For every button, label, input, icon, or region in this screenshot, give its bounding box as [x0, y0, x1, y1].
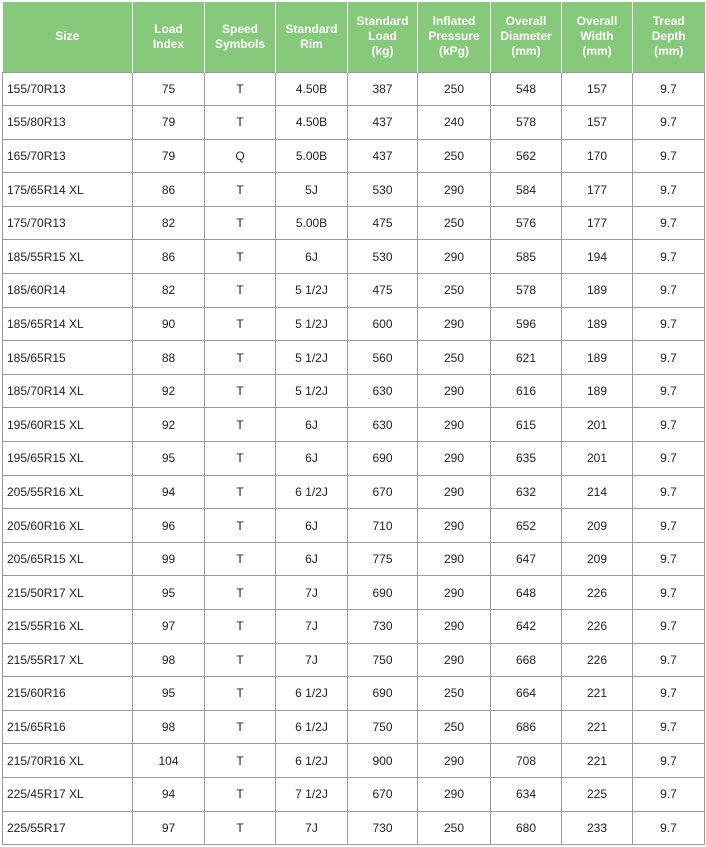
cell-standard-load: 900: [348, 744, 418, 778]
table-header: [3, 2, 705, 72]
cell-tread-depth: 9.7: [633, 72, 705, 106]
cell-overall-diameter: 652: [491, 509, 562, 543]
header-standard-rim-line: Standard: [285, 21, 338, 36]
cell-standard-rim: 6 1/2J: [276, 744, 348, 778]
header-standard-load-line: Standard: [356, 14, 409, 29]
cell-overall-diameter: 708: [491, 744, 562, 778]
table-row: [3, 643, 705, 677]
cell-standard-load: 560: [348, 341, 418, 375]
table-row: [3, 542, 705, 576]
cell-overall-diameter: 616: [491, 374, 562, 408]
cell-speed-symbol: T: [205, 576, 276, 610]
cell-tread-depth: 9.7: [633, 408, 705, 442]
cell-standard-load: 750: [348, 710, 418, 744]
cell-load-index: 95: [133, 576, 205, 610]
cell-standard-rim: 6J: [276, 240, 348, 274]
cell-speed-symbol: T: [205, 374, 276, 408]
cell-standard-load: 475: [348, 206, 418, 240]
cell-overall-width: 157: [562, 72, 633, 106]
cell-speed-symbol: T: [205, 408, 276, 442]
cell-standard-load: 710: [348, 509, 418, 543]
cell-load-index: 92: [133, 374, 205, 408]
cell-standard-load: 750: [348, 643, 418, 677]
cell-speed-symbol: T: [205, 341, 276, 375]
cell-tread-depth: 9.7: [633, 811, 705, 845]
cell-inflated-pressure: 250: [418, 341, 491, 375]
cell-tread-depth: 9.7: [633, 106, 705, 140]
cell-speed-symbol: Q: [205, 139, 276, 173]
table-row: [3, 408, 705, 442]
cell-size: 205/60R16 XL: [3, 509, 133, 543]
table-row: [3, 811, 705, 845]
header-speed-symbol-line: Speed: [221, 21, 258, 36]
header-inflated-pressure-line: (kPg): [439, 44, 469, 59]
cell-overall-diameter: 686: [491, 710, 562, 744]
cell-standard-load: 690: [348, 677, 418, 711]
cell-standard-rim: 6 1/2J: [276, 710, 348, 744]
cell-tread-depth: 9.7: [633, 710, 705, 744]
cell-overall-width: 221: [562, 710, 633, 744]
cell-overall-width: 194: [562, 240, 633, 274]
cell-speed-symbol: T: [205, 509, 276, 543]
table-row: [3, 509, 705, 543]
cell-speed-symbol: T: [205, 710, 276, 744]
cell-load-index: 90: [133, 307, 205, 341]
cell-tread-depth: 9.7: [633, 542, 705, 576]
cell-size: 215/55R16 XL: [3, 610, 133, 644]
cell-tread-depth: 9.7: [633, 643, 705, 677]
cell-standard-load: 387: [348, 72, 418, 106]
table-row: [3, 475, 705, 509]
cell-inflated-pressure: 240: [418, 106, 491, 140]
table-row: [3, 610, 705, 644]
cell-speed-symbol: T: [205, 542, 276, 576]
cell-inflated-pressure: 250: [418, 710, 491, 744]
cell-overall-diameter: 576: [491, 206, 562, 240]
cell-speed-symbol: T: [205, 610, 276, 644]
header-overall-diameter-line: Diameter: [500, 29, 552, 44]
cell-size: 185/65R15: [3, 341, 133, 375]
cell-tread-depth: 9.7: [633, 341, 705, 375]
header-load-index-line: Index: [152, 36, 185, 51]
cell-inflated-pressure: 290: [418, 509, 491, 543]
header-tread-depth: [633, 2, 705, 72]
cell-overall-width: 170: [562, 139, 633, 173]
cell-standard-load: 530: [348, 240, 418, 274]
header-standard-load-line: (kg): [371, 44, 394, 59]
header-tread-depth-line: Tread: [652, 14, 685, 29]
header-overall-width: [562, 2, 633, 72]
cell-tread-depth: 9.7: [633, 475, 705, 509]
cell-size: 175/70R13: [3, 206, 133, 240]
cell-load-index: 86: [133, 173, 205, 207]
cell-size: 155/80R13: [3, 106, 133, 140]
cell-speed-symbol: T: [205, 106, 276, 140]
cell-tread-depth: 9.7: [633, 509, 705, 543]
cell-size: 215/60R16: [3, 677, 133, 711]
table-body: [3, 72, 705, 845]
cell-standard-load: 730: [348, 610, 418, 644]
header-standard-load: [348, 2, 418, 72]
cell-standard-rim: 6J: [276, 509, 348, 543]
cell-tread-depth: 9.7: [633, 610, 705, 644]
cell-overall-width: 177: [562, 173, 633, 207]
cell-speed-symbol: T: [205, 173, 276, 207]
cell-inflated-pressure: 290: [418, 542, 491, 576]
cell-overall-diameter: 647: [491, 542, 562, 576]
header-overall-width-line: Width: [580, 29, 614, 44]
cell-standard-rim: 6J: [276, 442, 348, 476]
cell-overall-diameter: 648: [491, 576, 562, 610]
cell-inflated-pressure: 290: [418, 475, 491, 509]
cell-overall-diameter: 584: [491, 173, 562, 207]
cell-speed-symbol: T: [205, 240, 276, 274]
cell-standard-rim: 6 1/2J: [276, 475, 348, 509]
cell-standard-rim: 7J: [276, 576, 348, 610]
cell-speed-symbol: T: [205, 677, 276, 711]
cell-overall-width: 189: [562, 374, 633, 408]
table-row: [3, 307, 705, 341]
header-overall-width-line: (mm): [582, 44, 612, 59]
cell-overall-diameter: 621: [491, 341, 562, 375]
cell-size: 225/55R17: [3, 811, 133, 845]
cell-overall-diameter: 596: [491, 307, 562, 341]
cell-overall-width: 209: [562, 509, 633, 543]
cell-tread-depth: 9.7: [633, 442, 705, 476]
cell-load-index: 97: [133, 610, 205, 644]
cell-standard-load: 530: [348, 173, 418, 207]
cell-size: 185/60R14: [3, 274, 133, 308]
cell-standard-rim: 7J: [276, 643, 348, 677]
cell-overall-diameter: 615: [491, 408, 562, 442]
cell-inflated-pressure: 250: [418, 811, 491, 845]
cell-size: 185/55R15 XL: [3, 240, 133, 274]
cell-tread-depth: 9.7: [633, 677, 705, 711]
cell-standard-rim: 4.50B: [276, 72, 348, 106]
cell-overall-diameter: 642: [491, 610, 562, 644]
table-row: [3, 677, 705, 711]
cell-standard-load: 437: [348, 139, 418, 173]
cell-standard-load: 630: [348, 374, 418, 408]
cell-tread-depth: 9.7: [633, 173, 705, 207]
cell-load-index: 92: [133, 408, 205, 442]
cell-size: 195/60R15 XL: [3, 408, 133, 442]
cell-overall-diameter: 668: [491, 643, 562, 677]
cell-inflated-pressure: 290: [418, 408, 491, 442]
cell-load-index: 95: [133, 677, 205, 711]
cell-tread-depth: 9.7: [633, 777, 705, 811]
table-row: [3, 442, 705, 476]
cell-load-index: 94: [133, 777, 205, 811]
cell-tread-depth: 9.7: [633, 240, 705, 274]
cell-overall-width: 189: [562, 274, 633, 308]
cell-standard-load: 600: [348, 307, 418, 341]
cell-inflated-pressure: 290: [418, 307, 491, 341]
cell-inflated-pressure: 250: [418, 139, 491, 173]
cell-overall-diameter: 562: [491, 139, 562, 173]
cell-size: 175/65R14 XL: [3, 173, 133, 207]
cell-overall-diameter: 632: [491, 475, 562, 509]
cell-inflated-pressure: 290: [418, 777, 491, 811]
cell-standard-load: 630: [348, 408, 418, 442]
cell-load-index: 94: [133, 475, 205, 509]
cell-standard-rim: 4.50B: [276, 106, 348, 140]
cell-overall-width: 226: [562, 610, 633, 644]
cell-load-index: 82: [133, 206, 205, 240]
cell-inflated-pressure: 290: [418, 643, 491, 677]
cell-inflated-pressure: 250: [418, 677, 491, 711]
table-row: [3, 240, 705, 274]
cell-speed-symbol: T: [205, 274, 276, 308]
header-overall-width-line: Overall: [576, 14, 618, 29]
header-tread-depth-line: (mm): [654, 44, 684, 59]
header-standard-rim: [276, 2, 348, 72]
cell-standard-rim: 5.00B: [276, 139, 348, 173]
cell-standard-rim: 5 1/2J: [276, 374, 348, 408]
cell-overall-width: 221: [562, 744, 633, 778]
cell-speed-symbol: T: [205, 307, 276, 341]
cell-size: 195/65R15 XL: [3, 442, 133, 476]
cell-standard-rim: 5J: [276, 173, 348, 207]
cell-load-index: 79: [133, 106, 205, 140]
header-tread-depth-line: Depth: [651, 29, 686, 44]
cell-speed-symbol: T: [205, 475, 276, 509]
cell-overall-diameter: 578: [491, 274, 562, 308]
cell-speed-symbol: T: [205, 442, 276, 476]
cell-tread-depth: 9.7: [633, 206, 705, 240]
cell-speed-symbol: T: [205, 777, 276, 811]
cell-size: 225/45R17 XL: [3, 777, 133, 811]
cell-overall-width: 233: [562, 811, 633, 845]
table-row: [3, 374, 705, 408]
cell-size: 185/70R14 XL: [3, 374, 133, 408]
cell-standard-load: 670: [348, 475, 418, 509]
header-row: [3, 2, 705, 72]
table-row: [3, 274, 705, 308]
cell-overall-diameter: 664: [491, 677, 562, 711]
cell-size: 155/70R13: [3, 72, 133, 106]
cell-load-index: 95: [133, 442, 205, 476]
cell-overall-diameter: 634: [491, 777, 562, 811]
cell-inflated-pressure: 290: [418, 374, 491, 408]
cell-overall-diameter: 585: [491, 240, 562, 274]
table-row: [3, 710, 705, 744]
cell-tread-depth: 9.7: [633, 274, 705, 308]
cell-standard-load: 437: [348, 106, 418, 140]
cell-speed-symbol: T: [205, 643, 276, 677]
cell-load-index: 88: [133, 341, 205, 375]
cell-overall-width: 189: [562, 307, 633, 341]
cell-standard-rim: 7J: [276, 610, 348, 644]
table-row: [3, 777, 705, 811]
header-inflated-pressure: [418, 2, 491, 72]
cell-overall-width: 201: [562, 408, 633, 442]
header-speed-symbol-line: Symbols: [214, 36, 265, 51]
cell-tread-depth: 9.7: [633, 374, 705, 408]
cell-standard-load: 690: [348, 576, 418, 610]
header-speed-symbol: [205, 2, 276, 72]
cell-standard-rim: 5 1/2J: [276, 307, 348, 341]
cell-standard-rim: 6J: [276, 542, 348, 576]
header-load-index: [133, 2, 205, 72]
header-inflated-pressure-line: Pressure: [428, 29, 480, 44]
header-overall-diameter-line: (mm): [511, 44, 541, 59]
cell-overall-width: 201: [562, 442, 633, 476]
cell-overall-width: 177: [562, 206, 633, 240]
cell-size: 215/55R17 XL: [3, 643, 133, 677]
cell-standard-rim: 6 1/2J: [276, 677, 348, 711]
cell-overall-width: 209: [562, 542, 633, 576]
cell-standard-rim: 5.00B: [276, 206, 348, 240]
cell-standard-load: 475: [348, 274, 418, 308]
cell-load-index: 98: [133, 643, 205, 677]
cell-load-index: 96: [133, 509, 205, 543]
table-row: [3, 173, 705, 207]
header-standard-rim-line: Rim: [300, 36, 323, 51]
header-load-index-line: Load: [154, 21, 183, 36]
cell-load-index: 104: [133, 744, 205, 778]
cell-standard-load: 670: [348, 777, 418, 811]
cell-inflated-pressure: 290: [418, 744, 491, 778]
cell-overall-diameter: 578: [491, 106, 562, 140]
header-size: [3, 2, 133, 72]
header-standard-load-line: Load: [368, 29, 397, 44]
cell-inflated-pressure: 290: [418, 610, 491, 644]
cell-size: 165/70R13: [3, 139, 133, 173]
cell-standard-rim: 5 1/2J: [276, 341, 348, 375]
cell-tread-depth: 9.7: [633, 307, 705, 341]
cell-speed-symbol: T: [205, 811, 276, 845]
cell-standard-rim: 5 1/2J: [276, 274, 348, 308]
table-row: [3, 744, 705, 778]
cell-size: 215/50R17 XL: [3, 576, 133, 610]
cell-load-index: 97: [133, 811, 205, 845]
cell-standard-load: 690: [348, 442, 418, 476]
cell-size: 185/65R14 XL: [3, 307, 133, 341]
tyre-spec-table: [2, 2, 705, 845]
header-overall-diameter: [491, 2, 562, 72]
cell-inflated-pressure: 250: [418, 206, 491, 240]
header-overall-diameter-line: Overall: [505, 14, 547, 29]
cell-load-index: 99: [133, 542, 205, 576]
cell-inflated-pressure: 250: [418, 72, 491, 106]
cell-speed-symbol: T: [205, 72, 276, 106]
table-row: [3, 206, 705, 240]
cell-inflated-pressure: 250: [418, 274, 491, 308]
cell-standard-rim: 6J: [276, 408, 348, 442]
cell-overall-width: 157: [562, 106, 633, 140]
cell-speed-symbol: T: [205, 206, 276, 240]
cell-size: 205/55R16 XL: [3, 475, 133, 509]
cell-tread-depth: 9.7: [633, 744, 705, 778]
cell-load-index: 79: [133, 139, 205, 173]
cell-load-index: 82: [133, 274, 205, 308]
cell-tread-depth: 9.7: [633, 139, 705, 173]
cell-overall-diameter: 680: [491, 811, 562, 845]
cell-overall-width: 189: [562, 341, 633, 375]
cell-standard-load: 775: [348, 542, 418, 576]
cell-load-index: 98: [133, 710, 205, 744]
header-inflated-pressure-line: Inflated: [432, 14, 476, 29]
table-row: [3, 139, 705, 173]
cell-load-index: 86: [133, 240, 205, 274]
cell-overall-diameter: 635: [491, 442, 562, 476]
table-row: [3, 72, 705, 106]
cell-standard-rim: 7 1/2J: [276, 777, 348, 811]
cell-size: 215/70R16 XL: [3, 744, 133, 778]
cell-standard-load: 730: [348, 811, 418, 845]
cell-inflated-pressure: 290: [418, 576, 491, 610]
cell-tread-depth: 9.7: [633, 576, 705, 610]
cell-inflated-pressure: 290: [418, 173, 491, 207]
table-row: [3, 106, 705, 140]
cell-speed-symbol: T: [205, 744, 276, 778]
cell-load-index: 75: [133, 72, 205, 106]
header-size-line: Size: [55, 29, 80, 44]
cell-standard-rim: 7J: [276, 811, 348, 845]
cell-size: 205/65R15 XL: [3, 542, 133, 576]
cell-overall-diameter: 548: [491, 72, 562, 106]
cell-inflated-pressure: 290: [418, 240, 491, 274]
cell-inflated-pressure: 290: [418, 442, 491, 476]
cell-overall-width: 221: [562, 677, 633, 711]
cell-size: 215/65R16: [3, 710, 133, 744]
cell-overall-width: 226: [562, 576, 633, 610]
cell-overall-width: 225: [562, 777, 633, 811]
table-row: [3, 341, 705, 375]
cell-overall-width: 226: [562, 643, 633, 677]
table-row: [3, 576, 705, 610]
cell-overall-width: 214: [562, 475, 633, 509]
